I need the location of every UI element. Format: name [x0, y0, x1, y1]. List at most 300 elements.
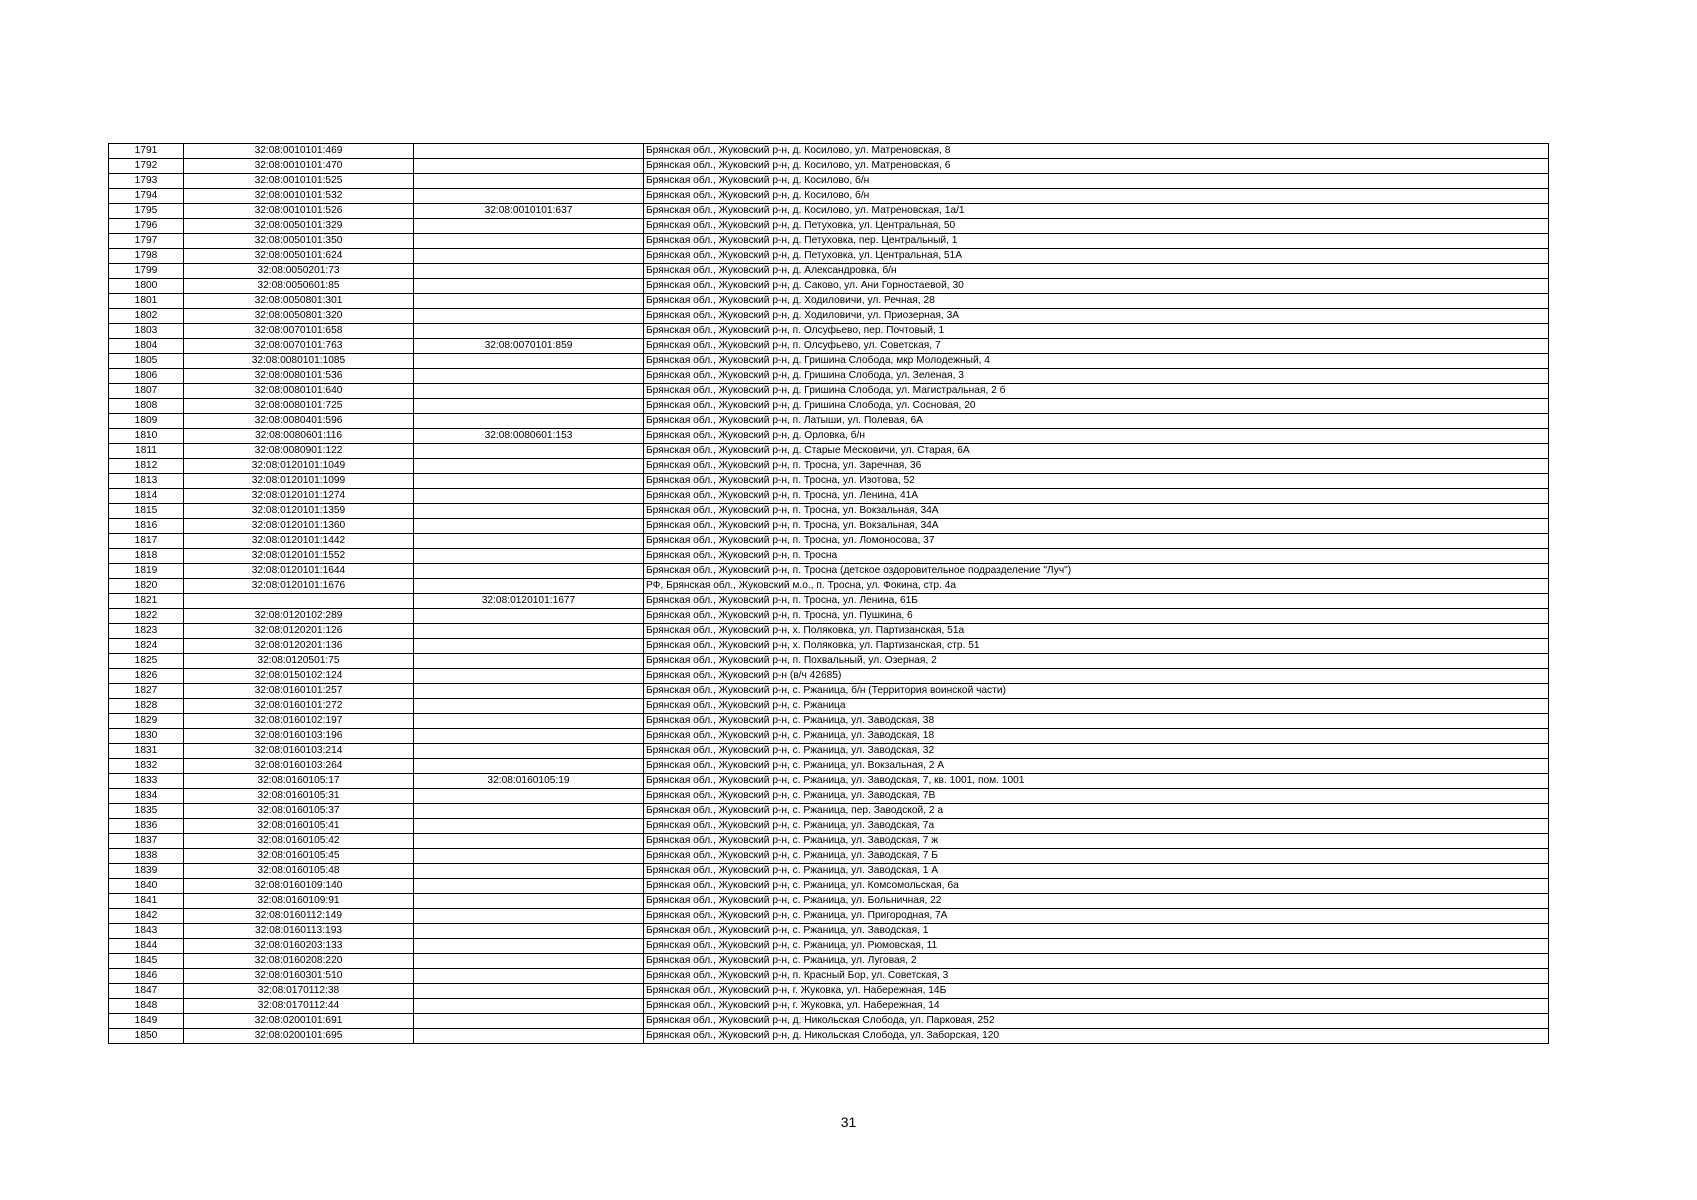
related-cadastral-number-cell: [414, 294, 644, 309]
related-cadastral-number-cell: [414, 264, 644, 279]
table-row: [109, 564, 1549, 579]
related-cadastral-number-cell: [414, 744, 644, 759]
related-cadastral-number-cell: 32:08:0120101:1677: [414, 594, 644, 609]
table-row: [109, 654, 1549, 669]
address-cell: Брянская обл., Жуковский р-н, д. Косилово, ул. Матреновская, 8: [644, 144, 1549, 159]
cadastral-number-cell: 32:08:0080101:725: [184, 399, 414, 414]
table-row: [109, 909, 1549, 924]
address-cell: Брянская обл., Жуковский р-н, с. Ржаница: [644, 699, 1549, 714]
table-row: [109, 744, 1549, 759]
cadastral-number-cell: 32:08:0050801:320: [184, 309, 414, 324]
related-cadastral-number-cell: [414, 834, 644, 849]
row-number-cell: 1819: [109, 564, 184, 579]
related-cadastral-number-cell: [414, 309, 644, 324]
related-cadastral-number-cell: [414, 669, 644, 684]
table-row: [109, 894, 1549, 909]
row-number-cell: 1846: [109, 969, 184, 984]
cadastral-number-cell: 32:08:0200101:691: [184, 1014, 414, 1029]
address-cell: Брянская обл., Жуковский р-н (в/ч 42685): [644, 669, 1549, 684]
cadastral-number-cell: 32:08:0120201:126: [184, 624, 414, 639]
address-cell: РФ, Брянская обл., Жуковский м.о., п. Тросна, ул. Фокина, стр. 4а: [644, 579, 1549, 594]
cadastral-number-cell: 32:08:0080101:536: [184, 369, 414, 384]
address-cell: Брянская обл., Жуковский р-н, с. Ржаница, ул. Заводская, 1 А: [644, 864, 1549, 879]
row-number-cell: 1834: [109, 789, 184, 804]
address-cell: Брянская обл., Жуковский р-н, с. Ржаница, ул. Комсомольская, 6а: [644, 879, 1549, 894]
address-cell: Брянская обл., Жуковский р-н, п. Тросна, ул. Ленина, 61Б: [644, 594, 1549, 609]
related-cadastral-number-cell: [414, 789, 644, 804]
table-row: [109, 339, 1549, 354]
address-cell: Брянская обл., Жуковский р-н, д. Гришина Слобода, ул. Зеленая, 3: [644, 369, 1549, 384]
address-cell: Брянская обл., Жуковский р-н, г. Жуковка, ул. Набережная, 14: [644, 999, 1549, 1014]
row-number-cell: 1791: [109, 144, 184, 159]
row-number-cell: 1814: [109, 489, 184, 504]
address-cell: Брянская обл., Жуковский р-н, п. Тросна, ул. Ломоносова, 37: [644, 534, 1549, 549]
table-row: [109, 729, 1549, 744]
row-number-cell: 1842: [109, 909, 184, 924]
cadastral-number-cell: 32:08:0010101:470: [184, 159, 414, 174]
row-number-cell: 1823: [109, 624, 184, 639]
related-cadastral-number-cell: 32:08:0010101:637: [414, 204, 644, 219]
table-row: [109, 819, 1549, 834]
cadastral-number-cell: 32:08:0150102:124: [184, 669, 414, 684]
cadastral-number-cell: 32:08:0050101:624: [184, 249, 414, 264]
table-row: [109, 144, 1549, 159]
row-number-cell: 1805: [109, 354, 184, 369]
address-cell: Брянская обл., Жуковский р-н, д. Орловка, б/н: [644, 429, 1549, 444]
related-cadastral-number-cell: [414, 1029, 644, 1044]
row-number-cell: 1833: [109, 774, 184, 789]
cadastral-number-cell: 32:08:0050201:73: [184, 264, 414, 279]
address-cell: Брянская обл., Жуковский р-н, д. Петуховка, пер. Центральный, 1: [644, 234, 1549, 249]
related-cadastral-number-cell: [414, 999, 644, 1014]
address-cell: Брянская обл., Жуковский р-н, с. Ржаница, ул. Заводская, 7, кв. 1001, пом. 1001: [644, 774, 1549, 789]
address-cell: Брянская обл., Жуковский р-н, с. Ржаница, ул. Заводская, 7 ж: [644, 834, 1549, 849]
cadastral-number-cell: 32:08:0010101:525: [184, 174, 414, 189]
cadastral-number-cell: 32:08:0120101:1359: [184, 504, 414, 519]
related-cadastral-number-cell: [414, 144, 644, 159]
address-cell: Брянская обл., Жуковский р-н, д. Петуховка, ул. Центральная, 51А: [644, 249, 1549, 264]
address-cell: Брянская обл., Жуковский р-н, с. Ржаница, ул. Заводская, 7а: [644, 819, 1549, 834]
row-number-cell: 1793: [109, 174, 184, 189]
address-cell: Брянская обл., Жуковский р-н, с. Ржаница, пер. Заводской, 2 а: [644, 804, 1549, 819]
table-row: [109, 444, 1549, 459]
row-number-cell: 1847: [109, 984, 184, 999]
row-number-cell: 1850: [109, 1029, 184, 1044]
table-row: [109, 1029, 1549, 1044]
table-row: [109, 414, 1549, 429]
row-number-cell: 1798: [109, 249, 184, 264]
related-cadastral-number-cell: [414, 414, 644, 429]
table-row: [109, 1014, 1549, 1029]
cadastral-number-cell: 32:08:0160105:37: [184, 804, 414, 819]
related-cadastral-number-cell: [414, 369, 644, 384]
row-number-cell: 1803: [109, 324, 184, 339]
related-cadastral-number-cell: [414, 189, 644, 204]
address-cell: Брянская обл., Жуковский р-н, д. Косилово, ул. Матреновская, 1а/1: [644, 204, 1549, 219]
table-row: [109, 999, 1549, 1014]
row-number-cell: 1836: [109, 819, 184, 834]
row-number-cell: 1845: [109, 954, 184, 969]
address-cell: Брянская обл., Жуковский р-н, п. Латыши, ул. Полевая, 6А: [644, 414, 1549, 429]
address-cell: Брянская обл., Жуковский р-н, п. Тросна, ул. Изотова, 52: [644, 474, 1549, 489]
row-number-cell: 1838: [109, 849, 184, 864]
table-row: [109, 189, 1549, 204]
address-cell: Брянская обл., Жуковский р-н, д. Александровка, б/н: [644, 264, 1549, 279]
cadastral-number-cell: 32:08:0080401:596: [184, 414, 414, 429]
row-number-cell: 1840: [109, 879, 184, 894]
table-row: [109, 864, 1549, 879]
table-row: [109, 219, 1549, 234]
related-cadastral-number-cell: [414, 279, 644, 294]
row-number-cell: 1804: [109, 339, 184, 354]
table-row: [109, 309, 1549, 324]
table-row: [109, 804, 1549, 819]
address-cell: Брянская обл., Жуковский р-н, д. Косилово, б/н: [644, 174, 1549, 189]
row-number-cell: 1821: [109, 594, 184, 609]
row-number-cell: 1792: [109, 159, 184, 174]
row-number-cell: 1799: [109, 264, 184, 279]
row-number-cell: 1801: [109, 294, 184, 309]
address-cell: Брянская обл., Жуковский р-н, п. Тросна, ул. Вокзальная, 34А: [644, 504, 1549, 519]
address-cell: Брянская обл., Жуковский р-н, п. Тросна, ул. Заречная, 36: [644, 459, 1549, 474]
cadastral-number-cell: 32:08:0120101:1274: [184, 489, 414, 504]
cadastral-number-cell: 32:08:0080101:1085: [184, 354, 414, 369]
row-number-cell: 1822: [109, 609, 184, 624]
row-number-cell: 1844: [109, 939, 184, 954]
address-cell: Брянская обл., Жуковский р-н, д. Саково, ул. Ани Горностаевой, 30: [644, 279, 1549, 294]
cadastral-number-cell: 32:08:0160103:214: [184, 744, 414, 759]
cadastral-number-cell: 32:08:0160301:510: [184, 969, 414, 984]
related-cadastral-number-cell: [414, 819, 644, 834]
cadastral-number-cell: 32:08:0050601:85: [184, 279, 414, 294]
related-cadastral-number-cell: [414, 474, 644, 489]
table-row: [109, 759, 1549, 774]
row-number-cell: 1810: [109, 429, 184, 444]
related-cadastral-number-cell: [414, 729, 644, 744]
related-cadastral-number-cell: [414, 489, 644, 504]
address-cell: Брянская обл., Жуковский р-н, д. Косилово, б/н: [644, 189, 1549, 204]
table-row: [109, 639, 1549, 654]
table-row: [109, 504, 1549, 519]
table-row: [109, 924, 1549, 939]
table-row: [109, 849, 1549, 864]
cadastral-number-cell: 32:08:0010101:469: [184, 144, 414, 159]
row-number-cell: 1812: [109, 459, 184, 474]
cadastral-number-cell: 32:08:0120101:1360: [184, 519, 414, 534]
address-cell: Брянская обл., Жуковский р-н, с. Ржаница, б/н (Территория воинской части): [644, 684, 1549, 699]
row-number-cell: 1802: [109, 309, 184, 324]
row-number-cell: 1841: [109, 894, 184, 909]
table-row: [109, 159, 1549, 174]
address-cell: Брянская обл., Жуковский р-н, д. Ходиловичи, ул. Речная, 28: [644, 294, 1549, 309]
cadastral-number-cell: 32:08:0160102:197: [184, 714, 414, 729]
related-cadastral-number-cell: [414, 234, 644, 249]
table-row: [109, 834, 1549, 849]
related-cadastral-number-cell: 32:08:0080601:153: [414, 429, 644, 444]
row-number-cell: 1807: [109, 384, 184, 399]
table-row: [109, 594, 1549, 609]
table-row: [109, 879, 1549, 894]
table-row: [109, 519, 1549, 534]
row-number-cell: 1843: [109, 924, 184, 939]
table-row: [109, 789, 1549, 804]
table-row: [109, 264, 1549, 279]
row-number-cell: 1820: [109, 579, 184, 594]
table-row: [109, 579, 1549, 594]
cadastral-number-cell: 32:08:0120101:1099: [184, 474, 414, 489]
related-cadastral-number-cell: [414, 969, 644, 984]
row-number-cell: 1816: [109, 519, 184, 534]
address-cell: Брянская обл., Жуковский р-н, д. Старые Месковичи, ул. Старая, 6А: [644, 444, 1549, 459]
related-cadastral-number-cell: 32:08:0160105:19: [414, 774, 644, 789]
related-cadastral-number-cell: [414, 504, 644, 519]
row-number-cell: 1795: [109, 204, 184, 219]
row-number-cell: 1809: [109, 414, 184, 429]
related-cadastral-number-cell: [414, 984, 644, 999]
row-number-cell: 1808: [109, 399, 184, 414]
address-cell: Брянская обл., Жуковский р-н, д. Петуховка, ул. Центральная, 50: [644, 219, 1549, 234]
related-cadastral-number-cell: [414, 549, 644, 564]
cadastral-number-cell: 32:08:0160208:220: [184, 954, 414, 969]
related-cadastral-number-cell: [414, 609, 644, 624]
related-cadastral-number-cell: [414, 459, 644, 474]
related-cadastral-number-cell: [414, 639, 644, 654]
related-cadastral-number-cell: [414, 579, 644, 594]
related-cadastral-number-cell: [414, 519, 644, 534]
table-row: [109, 669, 1549, 684]
cadastral-number-cell: 32:08:0120101:1676: [184, 579, 414, 594]
address-cell: Брянская обл., Жуковский р-н, х. Поляковка, ул. Партизанская, стр. 51: [644, 639, 1549, 654]
row-number-cell: 1824: [109, 639, 184, 654]
cadastral-number-cell: 32:08:0160103:264: [184, 759, 414, 774]
row-number-cell: 1797: [109, 234, 184, 249]
registry-table: [108, 143, 1549, 1044]
table-row: [109, 549, 1549, 564]
related-cadastral-number-cell: [414, 159, 644, 174]
row-number-cell: 1839: [109, 864, 184, 879]
cadastral-number-cell: 32:08:0160109:140: [184, 879, 414, 894]
table-row: [109, 489, 1549, 504]
table-row: [109, 474, 1549, 489]
table-row: [109, 429, 1549, 444]
cadastral-number-cell: 32:08:0080601:116: [184, 429, 414, 444]
cadastral-number-cell: 32:08:0160203:133: [184, 939, 414, 954]
cadastral-number-cell: 32:08:0160105:41: [184, 819, 414, 834]
related-cadastral-number-cell: [414, 849, 644, 864]
cadastral-number-cell: 32:08:0080901:122: [184, 444, 414, 459]
address-cell: Брянская обл., Жуковский р-н, п. Тросна, ул. Пушкина, 6: [644, 609, 1549, 624]
row-number-cell: 1848: [109, 999, 184, 1014]
related-cadastral-number-cell: [414, 684, 644, 699]
address-cell: Брянская обл., Жуковский р-н, с. Ржаница, ул. Заводская, 38: [644, 714, 1549, 729]
address-cell: Брянская обл., Жуковский р-н, д. Гришина Слобода, ул. Магистральная, 2 б: [644, 384, 1549, 399]
cadastral-number-cell: [184, 594, 414, 609]
cadastral-number-cell: 32:08:0120501:75: [184, 654, 414, 669]
related-cadastral-number-cell: [414, 384, 644, 399]
table-row: [109, 294, 1549, 309]
row-number-cell: 1818: [109, 549, 184, 564]
table-row: [109, 354, 1549, 369]
related-cadastral-number-cell: [414, 894, 644, 909]
table-row: [109, 939, 1549, 954]
related-cadastral-number-cell: [414, 564, 644, 579]
cadastral-number-cell: 32:08:0050801:301: [184, 294, 414, 309]
row-number-cell: 1829: [109, 714, 184, 729]
cadastral-number-cell: 32:08:0120101:1442: [184, 534, 414, 549]
address-cell: Брянская обл., Жуковский р-н, п. Тросна, ул. Вокзальная, 34А: [644, 519, 1549, 534]
row-number-cell: 1815: [109, 504, 184, 519]
row-number-cell: 1832: [109, 759, 184, 774]
related-cadastral-number-cell: [414, 654, 644, 669]
cadastral-number-cell: 32:08:0160101:257: [184, 684, 414, 699]
row-number-cell: 1817: [109, 534, 184, 549]
address-cell: Брянская обл., Жуковский р-н, с. Ржаница, ул. Вокзальная, 2 А: [644, 759, 1549, 774]
cadastral-number-cell: 32:08:0080101:640: [184, 384, 414, 399]
related-cadastral-number-cell: [414, 939, 644, 954]
address-cell: Брянская обл., Жуковский р-н, с. Ржаница, ул. Заводская, 1: [644, 924, 1549, 939]
row-number-cell: 1811: [109, 444, 184, 459]
table-row: [109, 174, 1549, 189]
row-number-cell: 1827: [109, 684, 184, 699]
address-cell: Брянская обл., Жуковский р-н, п. Тросна (детское оздоровительное подразделение "Луч"): [644, 564, 1549, 579]
cadastral-number-cell: 32:08:0050101:350: [184, 234, 414, 249]
page-number: 31: [840, 1114, 857, 1130]
cadastral-number-cell: 32:08:0120101:1049: [184, 459, 414, 474]
related-cadastral-number-cell: [414, 249, 644, 264]
address-cell: Брянская обл., Жуковский р-н, п. Тросна, ул. Ленина, 41А: [644, 489, 1549, 504]
address-cell: Брянская обл., Жуковский р-н, с. Ржаница, ул. Пригородная, 7А: [644, 909, 1549, 924]
table-row: [109, 279, 1549, 294]
related-cadastral-number-cell: [414, 534, 644, 549]
row-number-cell: 1826: [109, 669, 184, 684]
address-cell: Брянская обл., Жуковский р-н, с. Ржаница, ул. Заводская, 7 Б: [644, 849, 1549, 864]
row-number-cell: 1794: [109, 189, 184, 204]
related-cadastral-number-cell: [414, 174, 644, 189]
related-cadastral-number-cell: [414, 699, 644, 714]
table-row: [109, 969, 1549, 984]
address-cell: Брянская обл., Жуковский р-н, д. Ходиловичи, ул. Приозерная, 3А: [644, 309, 1549, 324]
related-cadastral-number-cell: [414, 399, 644, 414]
table-row: [109, 954, 1549, 969]
row-number-cell: 1831: [109, 744, 184, 759]
table-row: [109, 369, 1549, 384]
row-number-cell: 1806: [109, 369, 184, 384]
related-cadastral-number-cell: [414, 909, 644, 924]
row-number-cell: 1849: [109, 1014, 184, 1029]
table-row: [109, 984, 1549, 999]
related-cadastral-number-cell: [414, 1014, 644, 1029]
cadastral-number-cell: 32:08:0200101:695: [184, 1029, 414, 1044]
table-row: [109, 714, 1549, 729]
related-cadastral-number-cell: [414, 759, 644, 774]
row-number-cell: 1828: [109, 699, 184, 714]
address-cell: Брянская обл., Жуковский р-н, с. Ржаница, ул. Больничная, 22: [644, 894, 1549, 909]
table-row: [109, 399, 1549, 414]
cadastral-number-cell: 32:08:0160101:272: [184, 699, 414, 714]
table-row: [109, 774, 1549, 789]
row-number-cell: 1796: [109, 219, 184, 234]
cadastral-number-cell: 32:08:0070101:658: [184, 324, 414, 339]
row-number-cell: 1835: [109, 804, 184, 819]
table-row: [109, 684, 1549, 699]
address-cell: Брянская обл., Жуковский р-н, с. Ржаница, ул. Заводская, 32: [644, 744, 1549, 759]
related-cadastral-number-cell: [414, 324, 644, 339]
cadastral-number-cell: 32:08:0160103:196: [184, 729, 414, 744]
cadastral-number-cell: 32:08:0170112:44: [184, 999, 414, 1014]
related-cadastral-number-cell: [414, 804, 644, 819]
address-cell: Брянская обл., Жуковский р-н, с. Ржаница, ул. Луговая, 2: [644, 954, 1549, 969]
table-row: [109, 534, 1549, 549]
related-cadastral-number-cell: [414, 219, 644, 234]
cadastral-number-cell: 32:08:0160105:17: [184, 774, 414, 789]
address-cell: Брянская обл., Жуковский р-н, п. Красный Бор, ул. Советская, 3: [644, 969, 1549, 984]
address-cell: Брянская обл., Жуковский р-н, с. Ржаница, ул. Заводская, 18: [644, 729, 1549, 744]
table-row: [109, 234, 1549, 249]
table-row: [109, 624, 1549, 639]
table-row: [109, 384, 1549, 399]
row-number-cell: 1825: [109, 654, 184, 669]
related-cadastral-number-cell: [414, 954, 644, 969]
address-cell: Брянская обл., Жуковский р-н, д. Гришина Слобода, ул. Сосновая, 20: [644, 399, 1549, 414]
row-number-cell: 1837: [109, 834, 184, 849]
row-number-cell: 1800: [109, 279, 184, 294]
row-number-cell: 1813: [109, 474, 184, 489]
address-cell: Брянская обл., Жуковский р-н, д. Гришина Слобода, мкр Молодежный, 4: [644, 354, 1549, 369]
table-row: [109, 459, 1549, 474]
table-row: [109, 324, 1549, 339]
address-cell: Брянская обл., Жуковский р-н, д. Косилово, ул. Матреновская, 6: [644, 159, 1549, 174]
cadastral-number-cell: 32:08:0010101:532: [184, 189, 414, 204]
address-cell: Брянская обл., Жуковский р-н, г. Жуковка, ул. Набережная, 14Б: [644, 984, 1549, 999]
address-cell: Брянская обл., Жуковский р-н, с. Ржаница, ул. Заводская, 7В: [644, 789, 1549, 804]
related-cadastral-number-cell: [414, 714, 644, 729]
cadastral-number-cell: 32:08:0160113:193: [184, 924, 414, 939]
address-cell: Брянская обл., Жуковский р-н, п. Олсуфьево, ул. Советская, 7: [644, 339, 1549, 354]
related-cadastral-number-cell: [414, 924, 644, 939]
cadastral-number-cell: 32:08:0120201:136: [184, 639, 414, 654]
cadastral-number-cell: 32:08:0160109:91: [184, 894, 414, 909]
cadastral-number-cell: 32:08:0120101:1552: [184, 549, 414, 564]
related-cadastral-number-cell: [414, 354, 644, 369]
cadastral-number-cell: 32:08:0160105:45: [184, 849, 414, 864]
address-cell: Брянская обл., Жуковский р-н, х. Поляковка, ул. Партизанская, 51а: [644, 624, 1549, 639]
cadastral-number-cell: 32:08:0010101:526: [184, 204, 414, 219]
cadastral-number-cell: 32:08:0120101:1644: [184, 564, 414, 579]
related-cadastral-number-cell: 32:08:0070101:859: [414, 339, 644, 354]
cadastral-number-cell: 32:08:0170112:38: [184, 984, 414, 999]
table-row: [109, 204, 1549, 219]
address-cell: Брянская обл., Жуковский р-н, д. Никольская Слобода, ул. Парковая, 252: [644, 1014, 1549, 1029]
related-cadastral-number-cell: [414, 879, 644, 894]
address-cell: Брянская обл., Жуковский р-н, с. Ржаница, ул. Рюмовская, 11: [644, 939, 1549, 954]
cadastral-number-cell: 32:08:0160112:149: [184, 909, 414, 924]
related-cadastral-number-cell: [414, 864, 644, 879]
table-row: [109, 249, 1549, 264]
cadastral-number-cell: 32:08:0050101:329: [184, 219, 414, 234]
row-number-cell: 1830: [109, 729, 184, 744]
registry-table-body: [109, 144, 1549, 1044]
cadastral-number-cell: 32:08:0120102:289: [184, 609, 414, 624]
cadastral-number-cell: 32:08:0160105:31: [184, 789, 414, 804]
table-row: [109, 699, 1549, 714]
cadastral-number-cell: 32:08:0070101:763: [184, 339, 414, 354]
related-cadastral-number-cell: [414, 624, 644, 639]
cadastral-number-cell: 32:08:0160105:48: [184, 864, 414, 879]
address-cell: Брянская обл., Жуковский р-н, п. Тросна: [644, 549, 1549, 564]
cadastral-number-cell: 32:08:0160105:42: [184, 834, 414, 849]
related-cadastral-number-cell: [414, 444, 644, 459]
address-cell: Брянская обл., Жуковский р-н, д. Никольская Слобода, ул. Заборская, 120: [644, 1029, 1549, 1044]
